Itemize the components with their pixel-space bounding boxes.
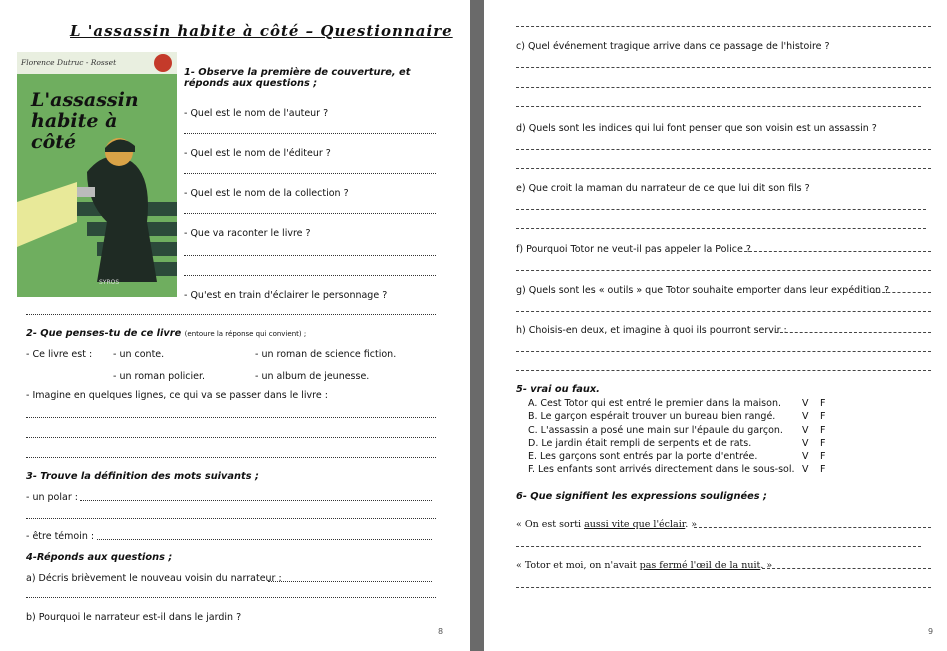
question-c: c) Quel événement tragique arrive dans ce passage de l'histoire ? (516, 41, 830, 52)
answer-line[interactable] (872, 292, 931, 293)
q1-item-4: - Que va raconter le livre ? (184, 228, 311, 239)
q4-heading: 4-Réponds aux questions ; (26, 552, 173, 563)
q3-heading: 3- Trouve la définition des mots suivants ; (26, 471, 259, 482)
q4-a: a) Décris brièvement le nouveau voisin du narrateur : (26, 573, 282, 584)
question-f: f) Pourquoi Totor ne veut-il pas appeler la Police ? (516, 244, 751, 255)
answer-line[interactable] (26, 597, 436, 598)
q5-heading: 5- vrai ou faux. (516, 384, 600, 395)
answer-line[interactable] (184, 213, 436, 214)
answer-line[interactable] (516, 26, 931, 27)
expression-2: « Totor et moi, on n'avait pas fermé l'œil de la nuit. » (516, 560, 773, 571)
answer-line[interactable] (184, 255, 436, 256)
cover-publisher: SYROS (99, 279, 120, 286)
q2-heading: 2- Que penses-tu de ce livre (entoure la réponse qui convient) ; (26, 328, 307, 339)
answer-line[interactable] (26, 417, 436, 418)
cover-title: L'assassin habite à côté (31, 89, 139, 153)
false-choice[interactable]: F (820, 464, 826, 475)
answer-line[interactable] (26, 314, 436, 315)
q6-heading: 6- Que signifient les expressions soulignées ; (516, 491, 767, 502)
q2-option-4[interactable]: - un album de jeunesse. (255, 371, 370, 382)
vf-item-a: A. Cest Totor qui est entré le premier dans la maison. (528, 398, 781, 409)
q1-item-1: - Quel est le nom de l'auteur ? (184, 108, 329, 119)
answer-line[interactable] (184, 173, 436, 174)
cover-author: Florence Dutruc - Rosset (21, 58, 117, 67)
vf-item-c: C. L'assassin a posé une main sur l'épaule du garçon. (528, 425, 783, 436)
q2-option-1[interactable]: - un conte. (113, 349, 165, 360)
q2-imagine: - Imagine en quelques lignes, ce qui va se passer dans le livre : (26, 390, 328, 401)
answer-line[interactable] (744, 251, 931, 252)
page-number: 9 (928, 627, 934, 636)
vf-item-b: B. Le garçon espérait trouver un bureau bien rangé. (528, 411, 776, 422)
answer-line[interactable] (516, 546, 921, 547)
true-choice[interactable]: V (802, 411, 809, 422)
q2-option-3[interactable]: - un roman policier. (113, 371, 206, 382)
answer-line[interactable] (762, 568, 931, 569)
false-choice[interactable]: F (820, 411, 826, 422)
q1-heading: 1- Observe la première de couverture, et réponds aux questions ; (184, 67, 411, 89)
answer-line[interactable] (516, 149, 931, 150)
q1-item-2: - Quel est le nom de l'éditeur ? (184, 148, 331, 159)
answer-line[interactable] (516, 168, 931, 169)
page-title: L 'assassin habite à côté – Questionnaire (70, 22, 453, 40)
answer-line[interactable] (516, 311, 931, 312)
answer-line[interactable] (694, 527, 931, 528)
false-choice[interactable]: F (820, 438, 826, 449)
true-choice[interactable]: V (802, 425, 809, 436)
expression-1: « On est sorti aussi vite que l'éclair. » (516, 519, 698, 530)
right-page (484, 0, 947, 651)
answer-line[interactable] (184, 275, 436, 276)
book-cover-image (17, 52, 177, 297)
false-choice[interactable]: F (820, 425, 826, 436)
true-choice[interactable]: V (802, 398, 809, 409)
vf-item-d: D. Le jardin était rempli de serpents et de rats. (528, 438, 752, 449)
answer-line[interactable] (26, 437, 436, 438)
q4-b: b) Pourquoi le narrateur est-il dans le jardin ? (26, 612, 242, 623)
answer-line[interactable] (516, 270, 931, 271)
question-d: d) Quels sont les indices qui lui font penser que son voisin est un assassin ? (516, 123, 877, 134)
vf-item-e: E. Les garçons sont entrés par la porte d'entrée. (528, 451, 758, 462)
answer-line[interactable] (268, 581, 432, 582)
false-choice[interactable]: F (820, 451, 826, 462)
q3-item-2: - être témoin : (26, 531, 95, 542)
underlined-expression: pas fermé l'œil de la nuit (639, 560, 761, 571)
q2-lead: - Ce livre est : (26, 349, 93, 360)
answer-line[interactable] (26, 457, 436, 458)
question-h: h) Choisis-en deux, et imagine à quoi ils pourront servir : (516, 325, 787, 336)
answer-line[interactable] (516, 87, 931, 88)
vf-item-f: F. Les enfants sont arrivés directement dans le sous-sol. (528, 464, 795, 475)
false-choice[interactable]: F (820, 398, 826, 409)
page-number: 8 (438, 627, 444, 636)
question-g: g) Quels sont les « outils » que Totor souhaite emporter dans leur expédition ? (516, 285, 890, 296)
answer-line[interactable] (516, 370, 931, 371)
answer-line[interactable] (26, 518, 436, 519)
q3-item-1: - un polar : (26, 492, 78, 503)
answer-line[interactable] (516, 67, 931, 68)
question-e: e) Que croit la maman du narrateur de ce que lui dit son fils ? (516, 183, 810, 194)
answer-line[interactable] (80, 500, 432, 501)
true-choice[interactable]: V (802, 438, 809, 449)
left-page (0, 0, 470, 651)
true-choice[interactable]: V (802, 451, 809, 462)
underlined-expression: aussi vite que l'éclair (584, 519, 686, 530)
answer-line[interactable] (184, 133, 436, 134)
q2-option-2[interactable]: - un roman de science fiction. (255, 349, 397, 360)
answer-line[interactable] (516, 351, 931, 352)
q1-item-3: - Quel est le nom de la collection ? (184, 188, 349, 199)
q1-item-5: - Qu'est en train d'éclairer le personnage ? (184, 290, 388, 301)
answer-line[interactable] (97, 539, 432, 540)
page-gutter (470, 0, 484, 651)
answer-line[interactable] (516, 587, 931, 588)
answer-line[interactable] (516, 106, 921, 107)
answer-line[interactable] (775, 332, 931, 333)
answer-line[interactable] (516, 209, 926, 210)
q2-note: (entoure la réponse qui convient) ; (184, 330, 307, 338)
true-choice[interactable]: V (802, 464, 809, 475)
answer-line[interactable] (516, 228, 926, 229)
